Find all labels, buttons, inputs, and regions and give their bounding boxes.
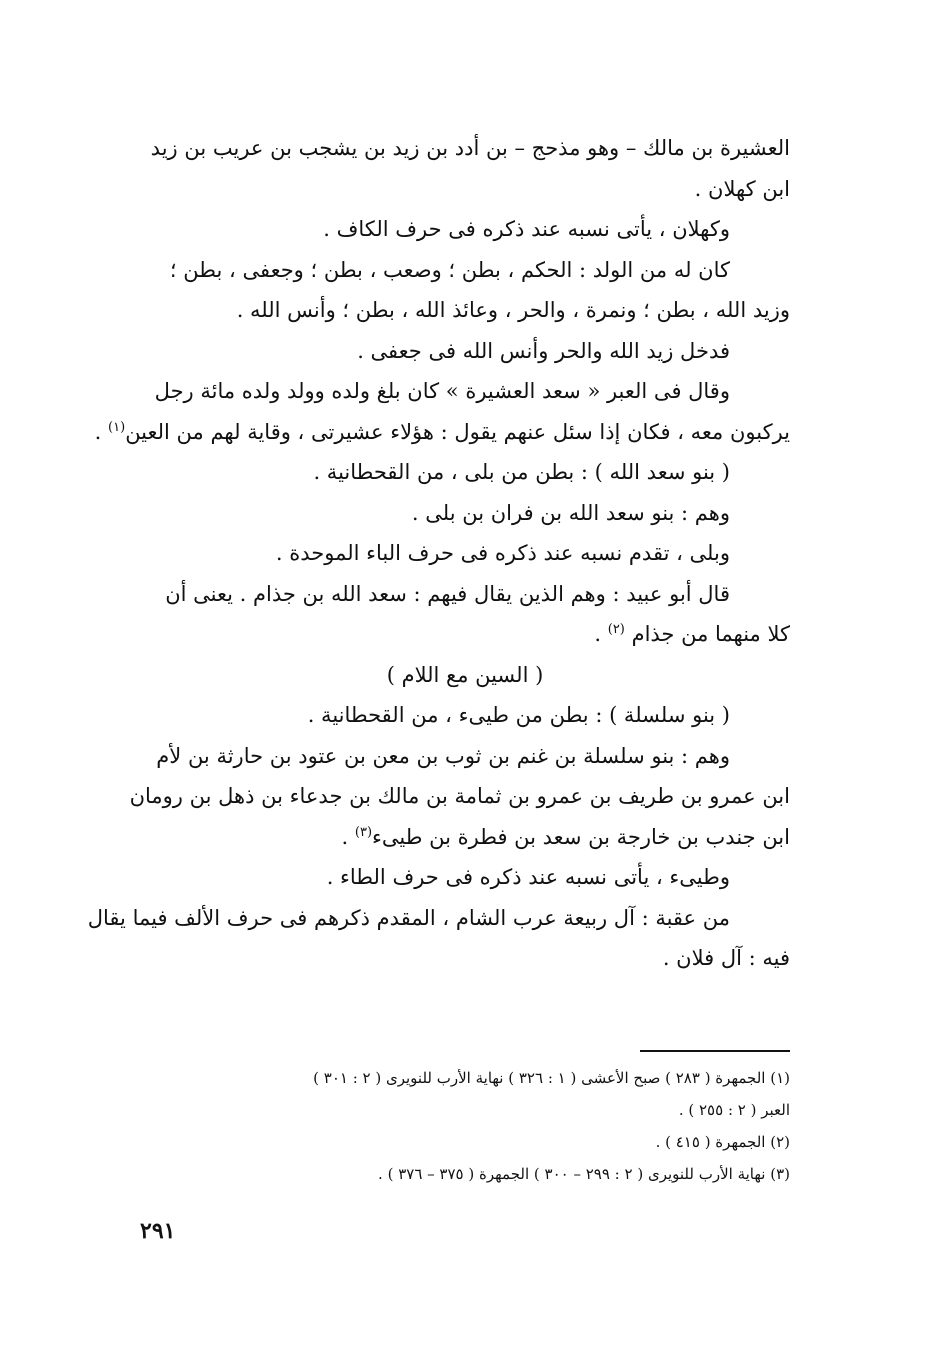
text-line xyxy=(94,412,790,453)
footnotes xyxy=(140,1062,790,1190)
footnote-marker: (٢) xyxy=(607,622,625,637)
footnote-marker: (١) xyxy=(108,419,126,435)
section-heading: ( السين مع اللام ) xyxy=(386,662,544,687)
text-line: العشيرة بن مالك – وهو مذحج – بن أدد بن زيد بن يشجب بن عريب بن زيد xyxy=(150,136,790,160)
text-line xyxy=(140,817,790,858)
text-line: فدخل زيد الله والحر وأنس الله فى جعفى . xyxy=(357,338,730,363)
text-line: ( بنو سعد الله ) : بطن من بلى ، من القحطانية . xyxy=(313,460,730,484)
text-line: ( بنو سلسلة ) : بطن من طيىء ، من القحطانية . xyxy=(307,703,730,727)
text-line: وقال فى العبر « سعد العشيرة » كان بلغ ولده وولد ولده مائة رجل xyxy=(154,379,730,403)
text-segment: كلا منهما من جذام xyxy=(631,622,790,646)
sentence-end: . xyxy=(341,824,349,849)
text-line: وطيىء ، يأتى نسبه عند ذكره فى حرف الطاء . xyxy=(326,865,730,889)
footnote-divider xyxy=(640,1050,790,1052)
footnote-line: العبر ( ٢ : ٢٥٥ ) . xyxy=(678,1101,790,1119)
text-line: من عقبة : آل ربيعة عرب الشام ، المقدم ذكرهم فى حرف الألف فيما يقال xyxy=(87,905,730,930)
page-number: ٢٩١ xyxy=(140,1218,176,1244)
text-line: وهم : بنو سلسلة بن غنم بن ثوب بن معن بن عتود بن حارثة بن لأم xyxy=(156,743,730,768)
text-segment: يركبون معه ، فكان إذا سئل عنهم يقول : هؤلاء عشيرتى ، وقاية لهم من العين xyxy=(125,419,790,444)
text-line: وبلى ، تقدم نسبه عند ذكره فى حرف الباء الموحدة . xyxy=(275,541,730,565)
text-line xyxy=(140,614,790,655)
text-line: وهم : بنو سعد الله بن فران بن بلى . xyxy=(411,500,730,525)
text-line: ابن كهلان . xyxy=(694,176,790,201)
footnote-line: (١) الجمهرة ( ٢٨٣ ) صبح الأعشى ( ١ : ٣٢٦ ) نهاية الأرب للنويرى ( ٢ : ٣٠١ ) xyxy=(313,1069,790,1087)
text-line: كان له من الولد : الحكم ، بطن ؛ وصعب ، بطن ؛ وجعفى ، بطن ؛ xyxy=(169,257,730,282)
sentence-end: . xyxy=(594,622,602,646)
text-line: قال أبو عبيد : وهم الذين يقال فيهم : سعد الله بن جذام . يعنى أن xyxy=(165,581,730,606)
main-text xyxy=(87,128,790,979)
sentence-end: . xyxy=(94,419,102,444)
text-line: وكهلان ، يأتى نسبه عند ذكره فى حرف الكاف . xyxy=(323,217,730,241)
text-line: فيه : آل فلان . xyxy=(662,946,790,970)
footnote-line: (٣) نهاية الأرب للنويرى ( ٢ : ٢٩٩ – ٣٠٠ ) الجمهرة ( ٣٧٥ – ٣٧٦ ) . xyxy=(378,1165,790,1183)
text-segment: ابن جندب بن خارجة بن سعد بن فطرة بن طيىء xyxy=(372,824,790,849)
footnote-line: (٢) الجمهرة ( ٤١٥ ) . xyxy=(655,1133,790,1151)
footnote-marker: (٣) xyxy=(354,824,373,840)
text-line: ابن عمرو بن طريف بن عمرو بن ثمامة بن مالك بن جدعاء بن ذهل بن رومان xyxy=(129,784,790,808)
text-line: وزيد الله ، بطن ؛ ونمرة ، والحر ، وعائذ الله ، بطن ؛ وأنس الله . xyxy=(236,298,790,322)
